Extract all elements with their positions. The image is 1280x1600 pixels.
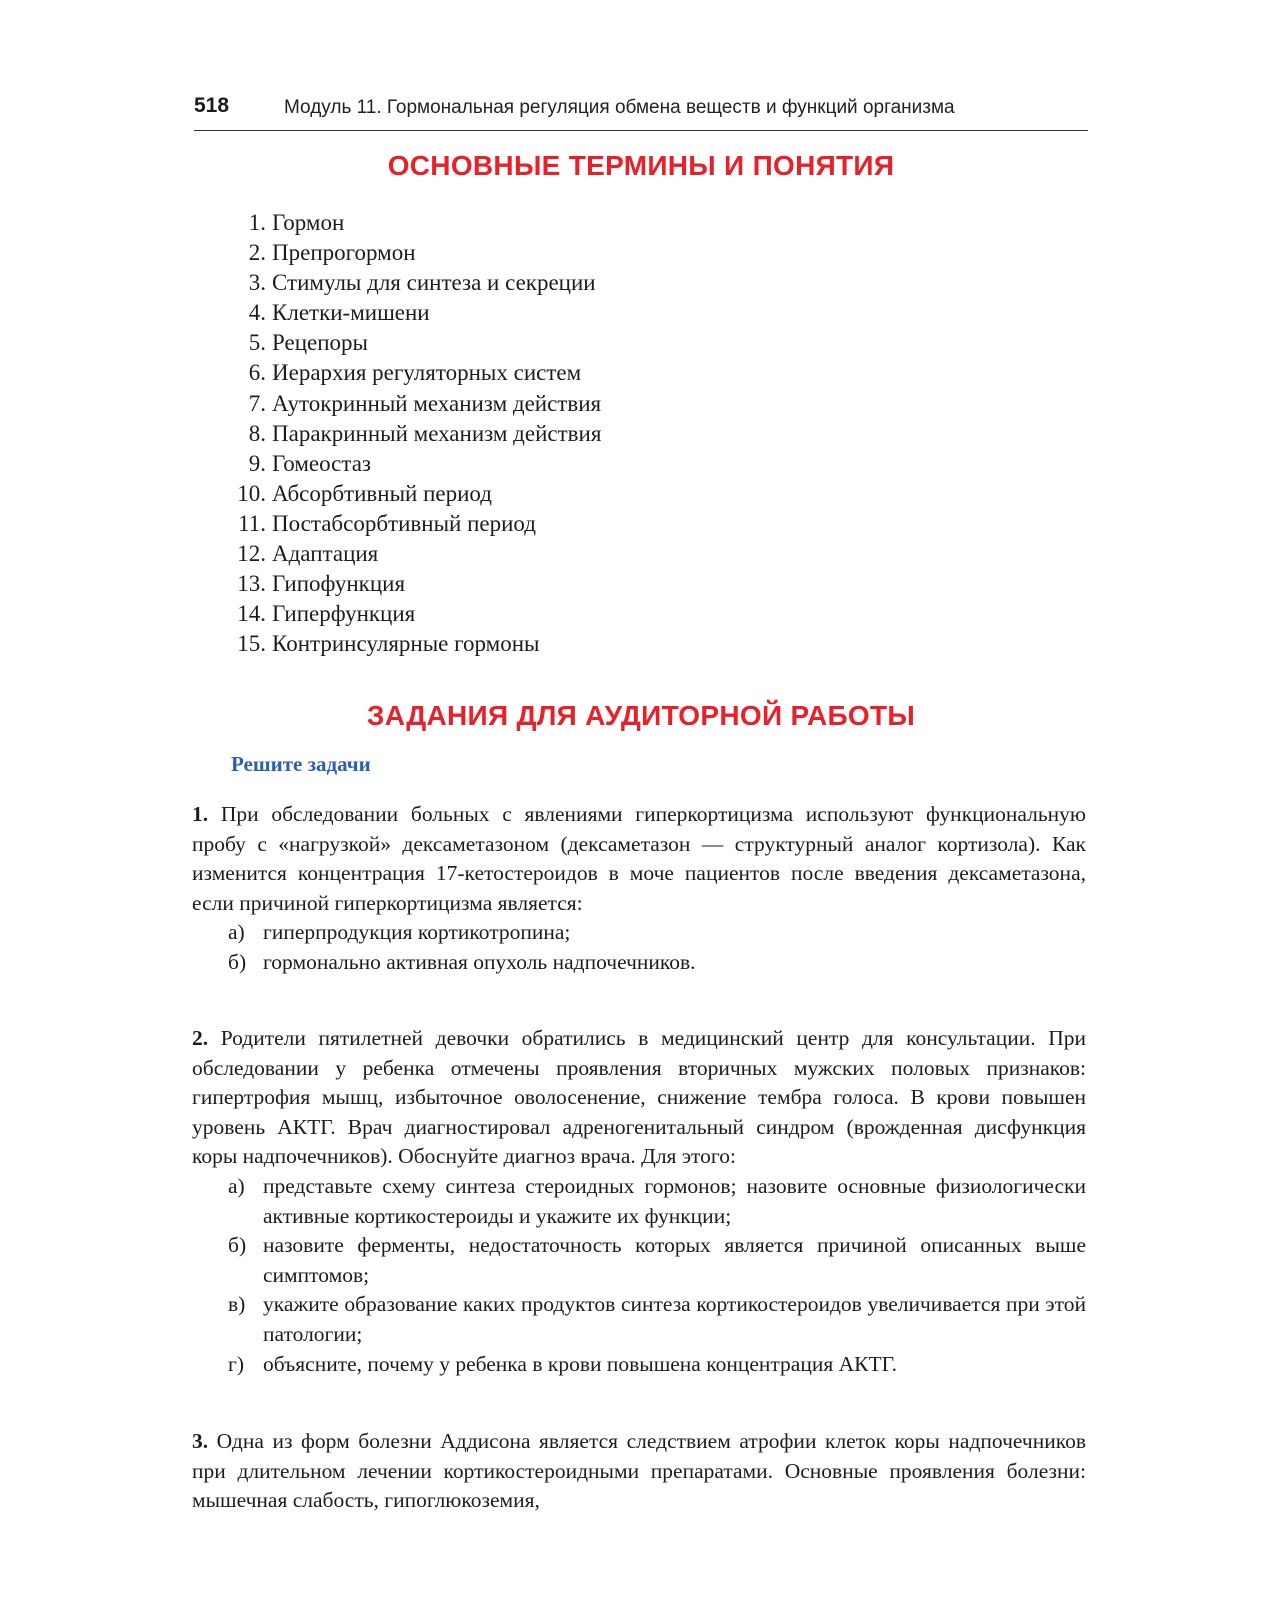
- task-2-options: [192, 1172, 1086, 1379]
- tasks-section-title: ЗАДАНИЯ ДЛЯ АУДИТОРНОЙ РАБОТЫ: [366, 700, 916, 731]
- list-item: 3. Стимулы для синтеза и секреции: [248, 270, 596, 296]
- list-item: 14. Гиперфункция: [237, 601, 416, 627]
- list-item: б) назовите ферменты, недостаточность которых является причиной описанных выше симптомов;: [228, 1233, 1086, 1287]
- task-1-options: [192, 918, 1086, 977]
- list-item: 4. Клетки-мишени: [248, 300, 430, 326]
- running-title: Модуль 11. Гормональная регуляция обмена веществ и функций организма: [284, 97, 955, 118]
- task-2-text: 2. Родители пятилетней девочки обратились в медицинский центр для консультации. При обследовании у ребенка отмечены проявления вторичных мужских половых признаков: гипертрофия мышц, избыточное оволосенение, снижение тембра голоса. В крови повышен уровень АКТГ. Врач диагностировал адреногенитальный синдром (врожденная дисфункция коры надпочечников). Обоснуйте диагноз врача. Для этого:: [192, 1026, 1086, 1169]
- terms-section-title: ОСНОВНЫЕ ТЕРМИНЫ И ПОНЯТИЯ: [387, 150, 895, 181]
- task-1-text: 1. При обследовании больных с явлениями гиперкортицизма используют функциональную пробу с «нагрузкой» дексаметазоном (дексаметазон — структурный аналог кортизола). Как изменится концентрация 17-кетостероидов в моче пациентов после введения дексаметазона, если причиной гиперкортицизма является:: [192, 802, 1086, 915]
- list-item: 15. Контринсулярные гормоны: [237, 631, 540, 657]
- list-item: 9. Гомеостаз: [248, 450, 372, 476]
- list-item: 12. Адаптация: [237, 541, 379, 567]
- list-item: 7. Аутокринный механизм действия: [248, 390, 602, 416]
- list-item: 6. Иерархия регуляторных систем: [248, 360, 582, 386]
- list-item: 2. Препрогормон: [248, 240, 416, 266]
- list-item: в) укажите образование каких продуктов синтеза кортикостероидов увеличивается при этой патологии;: [228, 1292, 1086, 1346]
- list-item: а) гиперпродукция кортикотропина;: [228, 920, 571, 945]
- task-3-text: 3. Одна из форм болезни Аддисона является следствием атрофии клеток коры надпочечников при длительном лечении кортикостероидными препаратами. Основные проявления болезни: мышечная слабость, гипоглюкоземия,: [192, 1429, 1086, 1513]
- list-item: 10. Абсорбтивный период: [237, 480, 492, 506]
- list-item: 8. Паракринный механизм действия: [248, 420, 602, 446]
- list-item: а) представьте схему синтеза стероидных гормонов; назовите основные физиологически активные кортикостероиды и укажите их функции;: [228, 1173, 1086, 1228]
- page-header: [194, 90, 1088, 131]
- list-item: 1. Гормон: [248, 210, 345, 235]
- list-item: 5. Рецепоры: [248, 330, 368, 356]
- terms-list: [230, 208, 601, 659]
- task-2: [192, 1024, 1086, 1379]
- list-item: г) объясните, почему у ребенка в крови повышена концентрация АКТГ.: [228, 1351, 897, 1376]
- task-1: [192, 800, 1086, 978]
- list-item: б) гормонально активная опухоль надпочечников.: [228, 949, 696, 974]
- list-item: 11. Постабсорбтивный период: [238, 510, 536, 536]
- page-number: 518: [194, 94, 230, 117]
- task-3: [192, 1427, 1086, 1516]
- tasks-subheading: Решите задачи: [231, 752, 371, 776]
- list-item: 13. Гипофункция: [237, 571, 406, 597]
